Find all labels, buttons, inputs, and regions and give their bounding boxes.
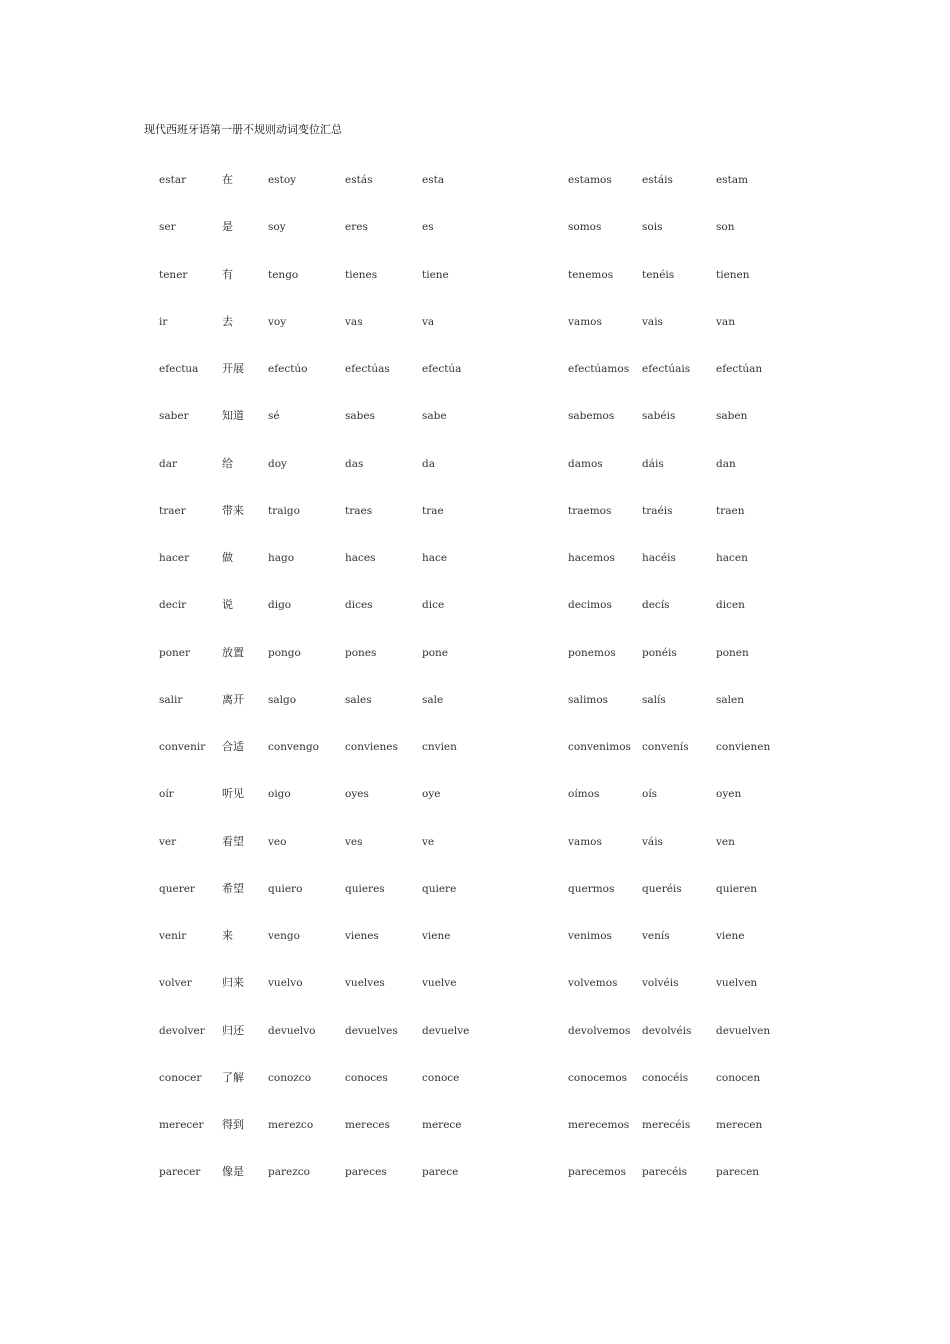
form-nosotros: merecemos <box>568 1119 630 1131</box>
form-yo: traigo <box>268 505 300 517</box>
form-vosotros: estáis <box>642 174 673 186</box>
verb-meaning: 做 <box>222 551 233 564</box>
form-yo: doy <box>268 458 287 470</box>
form-vosotros: conocéis <box>642 1072 689 1084</box>
form-vosotros: merecéis <box>642 1119 691 1131</box>
form-yo: digo <box>268 599 292 611</box>
form-nosotros: oímos <box>568 788 600 800</box>
form-nosotros: somos <box>568 221 602 233</box>
form-nosotros: volvemos <box>568 977 618 989</box>
form-ellos: efectúan <box>716 363 763 375</box>
form-el: tiene <box>422 269 449 281</box>
form-ellos: dan <box>716 458 736 470</box>
form-el: hace <box>422 552 448 564</box>
form-yo: quiero <box>268 883 303 895</box>
form-nosotros: decimos <box>568 599 612 611</box>
form-yo: vengo <box>268 930 300 942</box>
form-tu: vienes <box>345 930 379 942</box>
form-el: devuelve <box>422 1025 470 1037</box>
form-el: merece <box>422 1119 462 1131</box>
form-tu: mereces <box>345 1119 390 1131</box>
form-ellos: salen <box>716 694 744 706</box>
form-yo: devuelvo <box>268 1025 316 1037</box>
form-vosotros: sabéis <box>642 410 676 422</box>
table-row <box>0 976 950 996</box>
table-row <box>0 1071 950 1091</box>
form-ellos: oyen <box>716 788 742 800</box>
verb-meaning: 在 <box>222 173 233 186</box>
verb-infinitive: tener <box>159 269 188 281</box>
verb-infinitive: hacer <box>159 552 190 564</box>
form-tu: vas <box>345 316 363 328</box>
verb-infinitive: oír <box>159 788 174 800</box>
page-title: 现代西班牙语第一册不规则动词变位汇总 <box>144 123 342 136</box>
form-vosotros: hacéis <box>642 552 676 564</box>
verb-meaning: 开展 <box>222 362 244 375</box>
form-vosotros: dáis <box>642 458 664 470</box>
verb-meaning: 合适 <box>222 740 244 753</box>
verb-meaning: 归来 <box>222 976 244 989</box>
form-yo: efectúo <box>268 363 308 375</box>
form-nosotros: vamos <box>568 316 602 328</box>
form-nosotros: salimos <box>568 694 609 706</box>
form-ellos: vuelven <box>716 977 758 989</box>
table-row <box>0 268 950 288</box>
table-row <box>0 362 950 382</box>
form-tu: oyes <box>345 788 369 800</box>
form-yo: conozco <box>268 1072 312 1084</box>
verb-infinitive: dar <box>159 458 178 470</box>
table-row <box>0 1118 950 1138</box>
table-row <box>0 929 950 949</box>
verb-meaning: 看望 <box>222 835 244 848</box>
verb-meaning: 得到 <box>222 1118 244 1131</box>
form-tu: vuelves <box>345 977 385 989</box>
form-nosotros: devolvemos <box>568 1025 631 1037</box>
form-el: efectúa <box>422 363 462 375</box>
verb-infinitive: merecer <box>159 1119 204 1131</box>
form-yo: hago <box>268 552 295 564</box>
table-row <box>0 882 950 902</box>
form-ellos: convienen <box>716 741 771 753</box>
form-nosotros: ponemos <box>568 647 616 659</box>
form-ellos: tienen <box>716 269 750 281</box>
verb-infinitive: parecer <box>159 1166 201 1178</box>
table-row <box>0 457 950 477</box>
form-vosotros: ponéis <box>642 647 677 659</box>
verb-infinitive: devolver <box>159 1025 205 1037</box>
form-tu: sales <box>345 694 372 706</box>
form-yo: merezco <box>268 1119 314 1131</box>
form-yo: convengo <box>268 741 319 753</box>
verb-meaning: 了解 <box>222 1071 244 1084</box>
form-vosotros: parecéis <box>642 1166 688 1178</box>
form-yo: veo <box>268 836 287 848</box>
form-tu: ves <box>345 836 363 848</box>
form-vosotros: convenís <box>642 741 689 753</box>
form-nosotros: sabemos <box>568 410 615 422</box>
form-vosotros: queréis <box>642 883 682 895</box>
form-el: da <box>422 458 435 470</box>
form-yo: tengo <box>268 269 299 281</box>
form-el: vuelve <box>422 977 457 989</box>
form-ellos: saben <box>716 410 748 422</box>
form-tu: tienes <box>345 269 378 281</box>
verb-infinitive: querer <box>159 883 195 895</box>
form-yo: pongo <box>268 647 301 659</box>
form-tu: quieres <box>345 883 385 895</box>
form-nosotros: estamos <box>568 174 612 186</box>
form-tu: haces <box>345 552 376 564</box>
table-row <box>0 504 950 524</box>
table-row <box>0 646 950 666</box>
form-nosotros: tenemos <box>568 269 614 281</box>
form-nosotros: damos <box>568 458 603 470</box>
verb-infinitive: efectua <box>159 363 199 375</box>
form-ellos: quieren <box>716 883 758 895</box>
form-el: dice <box>422 599 445 611</box>
table-row <box>0 835 950 855</box>
form-yo: vuelvo <box>268 977 303 989</box>
form-yo: voy <box>268 316 287 328</box>
form-nosotros: convenimos <box>568 741 631 753</box>
form-tu: convienes <box>345 741 398 753</box>
form-nosotros: venimos <box>568 930 612 942</box>
form-ellos: hacen <box>716 552 748 564</box>
form-ellos: viene <box>716 930 745 942</box>
verb-infinitive: saber <box>159 410 189 422</box>
form-el: sale <box>422 694 444 706</box>
table-row <box>0 315 950 335</box>
verb-meaning: 给 <box>222 457 233 470</box>
verb-infinitive: salir <box>159 694 183 706</box>
form-el: va <box>422 316 435 328</box>
form-nosotros: hacemos <box>568 552 615 564</box>
form-tu: efectúas <box>345 363 390 375</box>
verb-meaning: 带来 <box>222 504 244 517</box>
form-el: esta <box>422 174 445 186</box>
form-ellos: merecen <box>716 1119 763 1131</box>
verb-meaning: 听见 <box>222 787 244 800</box>
table-row <box>0 173 950 193</box>
table-row <box>0 409 950 429</box>
form-vosotros: vais <box>642 316 663 328</box>
form-el: trae <box>422 505 444 517</box>
form-ellos: dicen <box>716 599 745 611</box>
verb-infinitive: ir <box>159 316 168 328</box>
form-vosotros: oís <box>642 788 658 800</box>
verb-meaning: 说 <box>222 598 233 611</box>
form-vosotros: volvéis <box>642 977 679 989</box>
verb-infinitive: venir <box>159 930 187 942</box>
form-tu: traes <box>345 505 373 517</box>
form-vosotros: venís <box>642 930 670 942</box>
form-ellos: ponen <box>716 647 749 659</box>
form-nosotros: conocemos <box>568 1072 628 1084</box>
verb-infinitive: volver <box>159 977 192 989</box>
form-vosotros: traéis <box>642 505 673 517</box>
form-el: viene <box>422 930 451 942</box>
form-yo: soy <box>268 221 286 233</box>
table-row <box>0 598 950 618</box>
form-yo: salgo <box>268 694 297 706</box>
verb-meaning: 希望 <box>222 882 244 895</box>
form-ellos: ven <box>716 836 735 848</box>
form-nosotros: traemos <box>568 505 612 517</box>
verb-meaning: 是 <box>222 220 233 233</box>
form-tu: sabes <box>345 410 375 422</box>
verb-meaning: 知道 <box>222 409 244 422</box>
form-yo: estoy <box>268 174 297 186</box>
form-vosotros: devolvéis <box>642 1025 692 1037</box>
table-row <box>0 740 950 760</box>
form-tu: pareces <box>345 1166 387 1178</box>
form-tu: estás <box>345 174 373 186</box>
form-ellos: traen <box>716 505 745 517</box>
form-el: sabe <box>422 410 447 422</box>
form-vosotros: efectúais <box>642 363 691 375</box>
form-yo: sé <box>268 410 280 422</box>
table-row <box>0 693 950 713</box>
verb-meaning: 来 <box>222 929 233 942</box>
table-row <box>0 1165 950 1185</box>
form-tu: pones <box>345 647 377 659</box>
form-el: quiere <box>422 883 457 895</box>
form-nosotros: quermos <box>568 883 615 895</box>
form-el: oye <box>422 788 441 800</box>
form-ellos: devuelven <box>716 1025 771 1037</box>
form-el: es <box>422 221 434 233</box>
verb-meaning: 放置 <box>222 646 244 659</box>
form-el: parece <box>422 1166 459 1178</box>
form-ellos: estam <box>716 174 749 186</box>
table-row <box>0 1024 950 1044</box>
form-ellos: conocen <box>716 1072 761 1084</box>
form-tu: eres <box>345 221 368 233</box>
form-tu: conoces <box>345 1072 388 1084</box>
form-tu: dices <box>345 599 373 611</box>
form-vosotros: váis <box>642 836 663 848</box>
form-yo: oigo <box>268 788 291 800</box>
form-el: conoce <box>422 1072 460 1084</box>
form-tu: devuelves <box>345 1025 398 1037</box>
form-vosotros: tenéis <box>642 269 675 281</box>
form-nosotros: vamos <box>568 836 602 848</box>
table-row <box>0 551 950 571</box>
verb-infinitive: traer <box>159 505 186 517</box>
verb-infinitive: ser <box>159 221 176 233</box>
verb-infinitive: poner <box>159 647 191 659</box>
form-el: cnvien <box>422 741 457 753</box>
verb-meaning: 像是 <box>222 1165 244 1178</box>
verb-infinitive: decir <box>159 599 187 611</box>
form-vosotros: sois <box>642 221 663 233</box>
form-nosotros: parecemos <box>568 1166 626 1178</box>
verb-meaning: 有 <box>222 268 233 281</box>
verb-infinitive: convenir <box>159 741 206 753</box>
table-row <box>0 787 950 807</box>
form-nosotros: efectúamos <box>568 363 630 375</box>
verb-meaning: 离开 <box>222 693 244 706</box>
verb-infinitive: conocer <box>159 1072 202 1084</box>
form-el: pone <box>422 647 449 659</box>
verb-infinitive: estar <box>159 174 187 186</box>
table-row <box>0 220 950 240</box>
verb-infinitive: ver <box>159 836 177 848</box>
form-ellos: parecen <box>716 1166 760 1178</box>
form-ellos: son <box>716 221 735 233</box>
form-vosotros: salís <box>642 694 666 706</box>
form-yo: parezco <box>268 1166 310 1178</box>
verb-meaning: 去 <box>222 315 233 328</box>
form-tu: das <box>345 458 364 470</box>
verb-meaning: 归还 <box>222 1024 244 1037</box>
form-el: ve <box>422 836 435 848</box>
form-vosotros: decís <box>642 599 670 611</box>
form-ellos: van <box>716 316 735 328</box>
